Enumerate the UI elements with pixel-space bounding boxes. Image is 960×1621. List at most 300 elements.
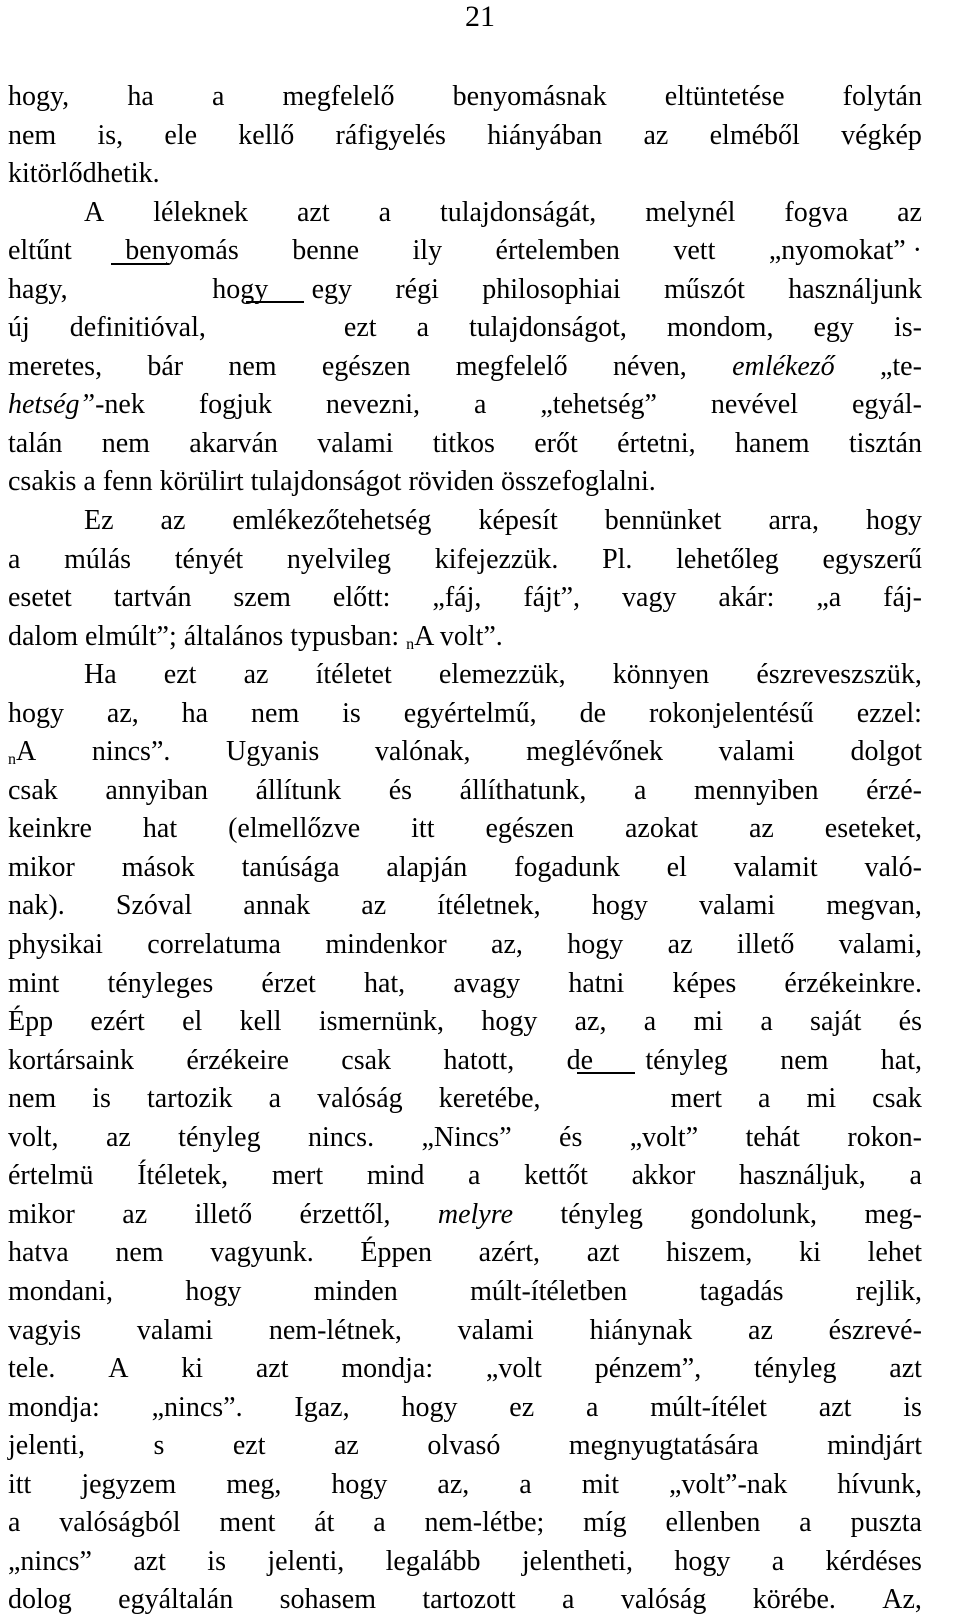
word: csakis a fenn körülirt tulajdonságot röviden összefoglalni.: [8, 466, 656, 498]
word: „te-: [879, 350, 922, 382]
word: ki: [181, 1353, 204, 1385]
word: gondolunk,: [690, 1198, 818, 1230]
word: hetség”-nek: [8, 389, 145, 421]
word: nem: [8, 1083, 57, 1115]
text-line: [8, 733, 922, 772]
word: át: [314, 1507, 335, 1539]
word: eseteket,: [824, 813, 922, 845]
word: valóság: [317, 1083, 403, 1115]
em-dash: [111, 263, 169, 302]
text-line: [8, 849, 922, 888]
text-line: [8, 1157, 922, 1196]
word: megvan,: [826, 890, 922, 922]
word: hogy: [481, 1006, 538, 1038]
word: a: [586, 1391, 599, 1423]
word: valóságból: [59, 1507, 181, 1539]
word: keretébe,: [438, 1083, 541, 1115]
word: meg,: [226, 1468, 282, 1500]
word: tényleg: [754, 1353, 837, 1385]
word: hiánynak: [589, 1314, 693, 1346]
word: a: [799, 1507, 812, 1539]
word: correlatuma: [147, 929, 281, 961]
word: ezt: [232, 1430, 266, 1462]
word: érzékeire: [186, 1044, 289, 1076]
text-line: [8, 1543, 922, 1582]
word: jelenti,: [267, 1545, 345, 1577]
word: csak: [341, 1044, 392, 1076]
word: fogadunk: [514, 851, 620, 883]
word: nem-létbe;: [424, 1507, 545, 1539]
word: mondja:: [8, 1391, 100, 1423]
word: egyál-: [851, 389, 922, 421]
word: illető: [194, 1198, 253, 1230]
word: is: [903, 1391, 922, 1423]
word: valami: [698, 890, 776, 922]
word: tagadás: [699, 1275, 784, 1307]
word: Pl.: [602, 543, 633, 575]
text-line: [8, 1119, 922, 1158]
word: egy: [311, 273, 353, 305]
word: érzet: [261, 967, 316, 999]
word: hogy: [591, 890, 648, 922]
word: vagy: [622, 582, 677, 614]
word: az: [667, 929, 693, 961]
word: csak: [872, 1083, 922, 1115]
text-line: [8, 1389, 922, 1428]
word: mint: [8, 967, 60, 999]
word: $_n$A: [8, 736, 37, 769]
word: használjunk: [788, 273, 922, 305]
word: a: [643, 1006, 657, 1038]
word: az: [748, 813, 774, 845]
text-line: [8, 1312, 922, 1351]
text-line: [8, 618, 922, 657]
word: hogy: [674, 1545, 731, 1577]
word: tényleg: [560, 1198, 643, 1230]
word: használjuk,: [739, 1160, 866, 1192]
word: olvasó: [427, 1430, 501, 1462]
word: akár:: [718, 582, 775, 614]
word: benyomásnak: [452, 81, 607, 112]
word: emlékező: [732, 350, 835, 382]
word: mindenkor: [325, 929, 447, 961]
word: kell: [239, 1006, 282, 1038]
word: Ez: [84, 505, 114, 537]
word: tartozik: [147, 1083, 233, 1115]
word: dolgot: [850, 736, 922, 768]
word: azt: [818, 1391, 852, 1423]
word: jelentheti,: [521, 1545, 634, 1577]
word: melynél: [645, 196, 736, 228]
text-line: [8, 1003, 922, 1042]
word: szem: [233, 582, 291, 614]
word: jelenti,: [8, 1430, 85, 1462]
word: kortársaink: [8, 1044, 134, 1076]
word: elemezzük,: [438, 659, 566, 691]
word: a: [909, 1160, 922, 1192]
word: meglévőnek: [526, 736, 664, 768]
word: érzé-: [866, 774, 922, 806]
word: Ugyanis: [225, 736, 320, 768]
text-line: [8, 810, 922, 849]
text-line: [8, 1080, 922, 1119]
word: kifejezzük.: [434, 543, 559, 575]
word: az: [643, 119, 669, 151]
word: Az,: [882, 1584, 922, 1616]
word: titkos: [432, 427, 495, 459]
word: jegyzem: [81, 1468, 177, 1500]
word: itt: [8, 1468, 32, 1500]
word: avagy: [453, 967, 521, 999]
word: tartozott: [422, 1584, 516, 1616]
word: fogjuk: [198, 389, 272, 421]
word: valami: [136, 1314, 214, 1346]
word: alapján: [386, 851, 468, 883]
word: hiszem,: [666, 1237, 753, 1269]
word: hat,: [880, 1044, 922, 1076]
word: rokon-: [847, 1121, 922, 1153]
word: az: [897, 196, 922, 228]
word: vagyunk.: [210, 1237, 314, 1269]
word: „nincs”: [8, 1545, 92, 1577]
text-line: [8, 887, 922, 926]
word: tisztán: [848, 427, 922, 459]
word: „nyomokat” ·: [768, 235, 922, 267]
word: mit: [581, 1468, 620, 1500]
word: annak: [243, 890, 311, 922]
word: értelmü: [8, 1160, 94, 1192]
text-line: [8, 502, 922, 541]
word: ment: [219, 1507, 276, 1539]
word: valami: [317, 427, 394, 459]
text-line: [8, 78, 922, 117]
word: vett: [673, 235, 716, 267]
word: és: [898, 1006, 922, 1038]
word: néven,: [612, 350, 687, 382]
word: eltüntetése: [664, 81, 785, 112]
text-line: [8, 1273, 922, 1312]
word: állítunk: [255, 774, 342, 806]
word: dolog: [8, 1584, 72, 1616]
word: múlt-ítélet: [650, 1391, 767, 1423]
word: itt: [411, 813, 435, 845]
word: dalom elmúlt”; általános typusban: $_n$A volt”.: [8, 620, 503, 653]
word: csak: [8, 774, 58, 806]
word: mindjárt: [827, 1430, 922, 1462]
word: a: [268, 1083, 282, 1115]
word: bár: [147, 350, 184, 382]
word: az,: [106, 697, 139, 729]
word: a: [211, 81, 225, 112]
word: is: [92, 1083, 111, 1115]
word: és: [388, 774, 413, 806]
word: kellő: [238, 119, 295, 151]
word: mert: [271, 1160, 324, 1192]
word: léleknek: [153, 196, 249, 228]
word: ki: [799, 1237, 821, 1269]
word: is,: [97, 119, 124, 151]
word: ez: [509, 1391, 535, 1423]
word: vagyis: [8, 1314, 82, 1346]
word: megfelelő: [282, 81, 395, 112]
word: az: [243, 659, 269, 691]
word: állíthatunk,: [459, 774, 587, 806]
word: egyszerű: [822, 543, 922, 575]
word: hogy,: [8, 81, 70, 112]
text-line: [8, 1196, 922, 1235]
word: az: [333, 1430, 359, 1462]
word: egyáltalán: [118, 1584, 234, 1616]
word: meg-: [864, 1198, 922, 1230]
word: mikor: [8, 851, 75, 883]
word: valónak,: [374, 736, 471, 768]
word: Szóval: [115, 890, 193, 922]
word: tulajdonságát,: [439, 196, 597, 228]
word: a: [8, 543, 21, 575]
word: nyelvileg: [286, 543, 392, 575]
word: mi: [806, 1083, 837, 1115]
word: képesít: [478, 505, 558, 537]
word: az: [160, 505, 186, 537]
word: valami: [457, 1314, 534, 1346]
word: ítéletet: [315, 659, 392, 691]
text-line: [8, 1234, 922, 1273]
word: Épp: [8, 1006, 54, 1038]
word: illető: [736, 929, 795, 961]
word: physikai: [8, 929, 103, 961]
text-line: [8, 425, 922, 464]
word: saját: [810, 1006, 862, 1038]
word: ítéletnek,: [437, 890, 541, 922]
word: nem: [115, 1237, 164, 1269]
word: mikor: [8, 1198, 75, 1230]
word: az,: [491, 929, 523, 961]
word: megnyugtatására: [568, 1430, 759, 1462]
word: az: [105, 1121, 131, 1153]
word: tényleges: [107, 967, 214, 999]
word: Ítéletek,: [137, 1160, 229, 1192]
word: ellenben: [665, 1507, 761, 1539]
word: a: [373, 1507, 386, 1539]
word: mert: [670, 1083, 722, 1115]
word: arra,: [768, 505, 819, 537]
word: melyre: [437, 1198, 514, 1230]
word: egyértelmű,: [403, 697, 537, 729]
word: talán: [8, 427, 63, 459]
word: is-: [893, 312, 922, 344]
word: hanem: [734, 427, 810, 459]
word: tanúsága: [241, 851, 340, 883]
word: Igaz,: [294, 1391, 350, 1423]
word: hatva: [8, 1237, 69, 1269]
word: értetni,: [617, 427, 696, 459]
word: az: [122, 1198, 148, 1230]
word: észreveszszük,: [756, 659, 922, 691]
word: nem: [228, 350, 277, 382]
word: hagy,: [8, 273, 68, 305]
word: hogy: [401, 1391, 458, 1423]
word: de: [579, 697, 607, 729]
word: lehet: [867, 1237, 922, 1269]
word: azt: [889, 1353, 922, 1385]
word: az,: [574, 1006, 607, 1038]
word: mondom,: [666, 312, 774, 344]
page-number: 21: [465, 0, 495, 33]
word: ezt: [343, 312, 377, 344]
word: ily: [412, 235, 443, 267]
word: tényét: [174, 543, 244, 575]
word: hogy: [331, 1468, 388, 1500]
word: végkép: [841, 119, 922, 151]
text-line: [8, 271, 922, 310]
word: egy: [813, 312, 854, 344]
word: képes: [672, 967, 737, 999]
word: philosophiai: [482, 273, 621, 305]
word: ele: [164, 119, 198, 151]
word: hogy: [212, 273, 269, 305]
word: nem: [251, 697, 300, 729]
word: műszót: [664, 273, 745, 305]
text-line: [8, 772, 922, 811]
word: annyiban: [105, 774, 208, 806]
em-dash: [577, 1072, 635, 1111]
text-line: [8, 463, 922, 502]
word: előtt:: [332, 582, 391, 614]
word: is: [342, 697, 361, 729]
word: fogva: [784, 196, 849, 228]
word: azt: [586, 1237, 620, 1269]
text-line: [8, 1427, 922, 1466]
word: új: [8, 312, 30, 344]
word: nincs.: [307, 1121, 375, 1153]
word: de: [566, 1044, 594, 1076]
word: is: [207, 1545, 226, 1577]
word: kérdéses: [825, 1545, 922, 1577]
word: hiányában: [487, 119, 603, 151]
word: nem: [8, 119, 57, 151]
word: „volt: [485, 1353, 542, 1385]
word: hogy: [185, 1275, 242, 1307]
word: ha: [127, 81, 154, 112]
word: múlt-ítéletben: [470, 1275, 628, 1307]
word: ráfigyelés: [335, 119, 446, 151]
word: „nincs”.: [151, 1391, 243, 1423]
word: mennyiben: [694, 774, 819, 806]
word: mondani,: [8, 1275, 113, 1307]
word: eltűnt: [8, 235, 72, 267]
word: ismernünk,: [318, 1006, 445, 1038]
word: nincs”.: [91, 736, 171, 768]
word: A: [84, 196, 105, 228]
word: és: [559, 1121, 583, 1153]
word: lehetőleg: [676, 543, 779, 575]
text-line: [8, 541, 922, 580]
word: emlékezőtehetség: [232, 505, 432, 537]
word: „tehetség”: [540, 389, 657, 421]
word: valami: [718, 736, 795, 768]
word: a: [634, 774, 647, 806]
text-line: [8, 1466, 922, 1505]
word: puszta: [850, 1507, 922, 1539]
word: valamit: [733, 851, 818, 883]
word: az,: [437, 1468, 470, 1500]
text-line: [8, 155, 922, 194]
word: fáj-: [883, 582, 922, 614]
word: tényleg: [178, 1121, 261, 1153]
word: múlás: [64, 543, 132, 575]
word: egészen: [485, 813, 575, 845]
word: mások: [121, 851, 195, 883]
word: hogy: [567, 929, 624, 961]
word: benne: [292, 235, 360, 267]
word: mind: [366, 1160, 425, 1192]
text-line: [8, 386, 922, 425]
word: „a: [816, 582, 842, 614]
word: hat,: [363, 967, 406, 999]
word: esetet: [8, 582, 72, 614]
word: hat: [142, 813, 178, 845]
word: hatni: [568, 967, 625, 999]
word: az: [748, 1314, 773, 1346]
word: nevével: [710, 389, 798, 421]
text-line: [8, 695, 922, 734]
word: Ha: [84, 659, 117, 691]
word: definitióval,: [69, 312, 206, 344]
word: a: [562, 1584, 575, 1616]
word: értelemben: [495, 235, 620, 267]
word: s: [153, 1430, 165, 1462]
word: észrevé-: [828, 1314, 922, 1346]
word: a: [771, 1545, 785, 1577]
word: sohasem: [279, 1584, 376, 1616]
word: hatott,: [443, 1044, 515, 1076]
word: azt: [296, 196, 330, 228]
word: a: [519, 1468, 532, 1500]
word: körébe.: [752, 1584, 836, 1616]
text-line: [8, 579, 922, 618]
text-line: [8, 656, 922, 695]
text-line: [8, 1042, 922, 1081]
text-line: [8, 965, 922, 1004]
word: ezért: [90, 1006, 145, 1038]
word: az: [361, 890, 387, 922]
word: érzékeinkre.: [784, 967, 922, 999]
word: tehát: [745, 1121, 800, 1153]
word: valóság: [620, 1584, 707, 1616]
word: azért,: [478, 1237, 541, 1269]
word: „fáj,: [432, 582, 482, 614]
text-line: [8, 1581, 922, 1620]
word: régi: [395, 273, 439, 305]
word: hogy: [8, 697, 64, 729]
word: rokonjelentésű: [648, 697, 814, 729]
word: a: [468, 1160, 481, 1192]
word: A: [108, 1353, 129, 1385]
word: kitörlődhetik.: [8, 158, 160, 190]
word: hívunk,: [837, 1468, 922, 1500]
word: azt: [133, 1545, 166, 1577]
word: volt,: [8, 1121, 59, 1153]
word: valami,: [838, 929, 922, 961]
word: a: [760, 1006, 773, 1038]
word: ezt: [163, 659, 197, 691]
word: hogy: [865, 505, 922, 537]
text-line: [8, 194, 922, 233]
word: mi: [693, 1006, 724, 1038]
word: megfelelő: [455, 350, 568, 382]
word: a: [416, 312, 429, 344]
word: ezzel:: [856, 697, 922, 729]
